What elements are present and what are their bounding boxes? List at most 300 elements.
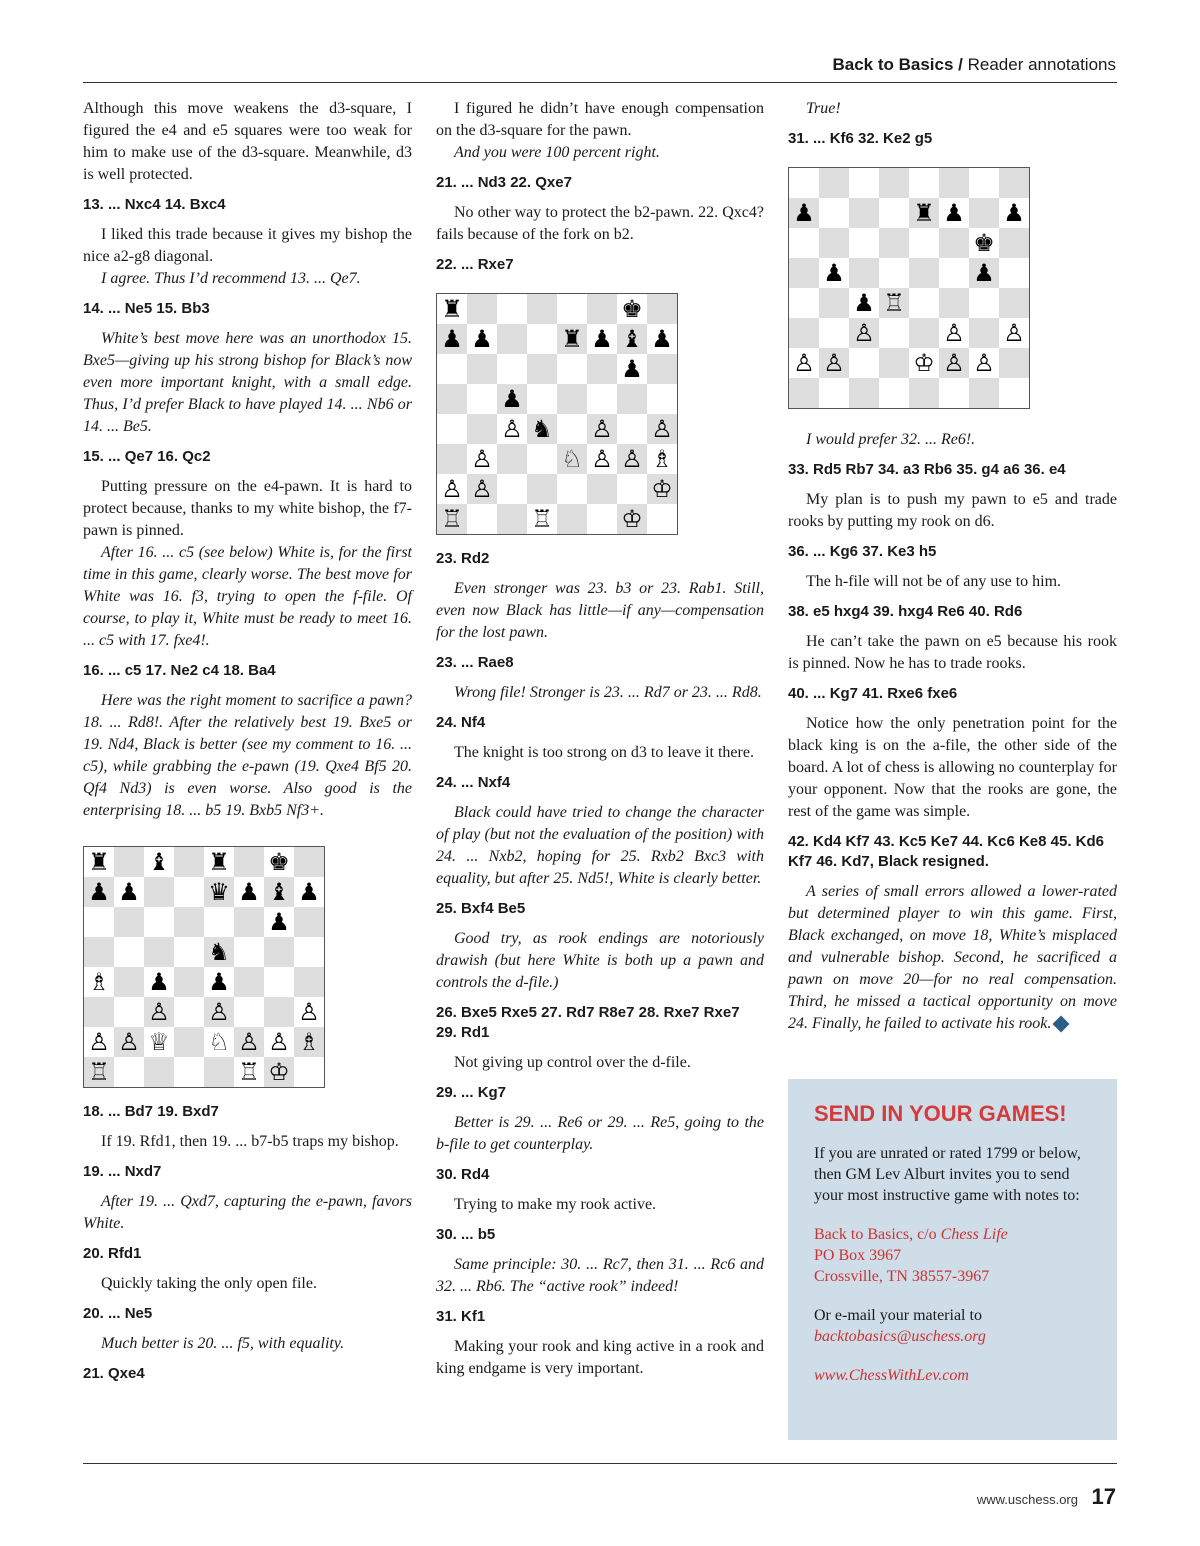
board-square	[174, 877, 204, 907]
white-pawn-icon: ♙	[208, 998, 230, 1026]
white-pawn-icon: ♙	[298, 998, 320, 1026]
white-bishop-icon: ♗	[88, 968, 110, 996]
board-square	[587, 504, 617, 534]
move-heading: 30. ... b5	[436, 1226, 496, 1243]
black-pawn-icon: ♟	[441, 325, 463, 353]
chess-diagram-1	[83, 846, 325, 1088]
board-square	[557, 504, 587, 534]
white-pawn-icon: ♙	[651, 415, 673, 443]
board-square	[849, 348, 879, 378]
running-header	[832, 55, 1116, 75]
board-square	[84, 1057, 114, 1087]
column-2	[436, 98, 764, 1380]
chess-diagram-2	[436, 293, 678, 535]
paragraph: Putting pressure on the e4-pawn. It is hard to protect because, thanks to my white bishop, the f7-pawn is pinned.	[83, 478, 412, 539]
board-square	[204, 847, 234, 877]
move-heading: 23. Rd2	[436, 550, 490, 567]
black-pawn-icon: ♟	[823, 259, 845, 287]
move-heading: 20. ... Ne5	[83, 1305, 153, 1322]
black-pawn-icon: ♟	[268, 908, 290, 936]
board-square	[527, 324, 557, 354]
board-square	[204, 1057, 234, 1087]
board-square	[587, 384, 617, 414]
black-rook-icon: ♜	[208, 848, 230, 876]
black-pawn-icon: ♟	[471, 325, 493, 353]
annotator-comment: Better is 29. ... Re6 or 29. ... Re5, going to the b-file to get counterplay.	[436, 1114, 764, 1153]
paragraph: Quickly taking the only open file.	[101, 1275, 317, 1292]
board-square	[557, 294, 587, 324]
board-square	[879, 378, 909, 408]
annotator-comment: I would prefer 32. ... Re6!.	[806, 431, 976, 448]
board-square	[969, 198, 999, 228]
board-square	[969, 288, 999, 318]
email-link[interactable]: backtobasics@uschess.org	[814, 1328, 986, 1345]
board-square	[294, 1057, 324, 1087]
board-square	[819, 378, 849, 408]
white-pawn-icon: ♙	[148, 998, 170, 1026]
board-square	[204, 907, 234, 937]
board-square	[527, 444, 557, 474]
move-heading: 25. Bxf4 Be5	[436, 900, 526, 917]
conclusion-text: A series of small errors allowed a lower-rated but determined player to win this game. First, Black exchanged, on move 18, White’s misplaced and vulnerable bishop. Second, he sacrificed a pawn on move 20—for no real compensation. Third, he missed a tactical opportunity on move 24. Finally, he failed to activate his rook.	[788, 883, 1117, 1032]
board-square	[789, 318, 819, 348]
board-square	[819, 318, 849, 348]
white-bishop-icon: ♗	[651, 445, 673, 473]
paragraph: If 19. Rfd1, then 19. ... b7-b5 traps my bishop.	[101, 1133, 399, 1150]
move-heading: 16. ... c5 17. Ne2 c4 18. Ba4	[83, 662, 276, 679]
white-pawn-icon: ♙	[268, 1028, 290, 1056]
board-square	[467, 384, 497, 414]
board-square	[264, 967, 294, 997]
bottom-rule	[83, 1463, 1117, 1464]
white-knight-icon: ♘	[561, 445, 583, 473]
move-heading: 38. e5 hxg4 39. hxg4 Re6 40. Rd6	[788, 603, 1023, 620]
white-king-icon: ♔	[621, 505, 643, 533]
website-block	[814, 1365, 1091, 1386]
white-rook-icon: ♖	[883, 289, 905, 317]
board-square	[437, 324, 467, 354]
white-pawn-icon: ♙	[793, 349, 815, 377]
board-square	[467, 444, 497, 474]
board-square	[497, 504, 527, 534]
annotator-comment: Wrong file! Stronger is 23. ... Rd7 or 23. ... Rd8.	[454, 684, 762, 701]
board-square	[789, 288, 819, 318]
board-square	[999, 228, 1029, 258]
board-square	[999, 288, 1029, 318]
black-pawn-icon: ♟	[238, 878, 260, 906]
board-square	[467, 294, 497, 324]
board-square	[527, 294, 557, 324]
board-square	[939, 288, 969, 318]
column-1	[83, 98, 412, 1393]
board-square	[969, 258, 999, 288]
board-square	[647, 504, 677, 534]
board-square	[909, 348, 939, 378]
board-square	[114, 847, 144, 877]
board-square	[999, 168, 1029, 198]
board-square	[467, 504, 497, 534]
board-square	[617, 384, 647, 414]
board-square	[174, 1057, 204, 1087]
board-square	[939, 318, 969, 348]
black-pawn-icon: ♟	[943, 199, 965, 227]
board-square	[617, 504, 647, 534]
move-heading: 19. ... Nxd7	[83, 1163, 162, 1180]
board-square	[617, 324, 647, 354]
annotator-comment: After 16. ... c5 (see below) White is, for the first time in this game, clearly worse. The best move for White was 16. f3, trying to open the f-file. Of course, to play it, White must be ready to meet 16. ... c5 with 17. fxe4!.	[83, 544, 412, 649]
paragraph: He can’t take the pawn on e5 because his rook is pinned. Now he has to trade rooks.	[788, 633, 1117, 672]
board-square	[467, 354, 497, 384]
black-pawn-icon: ♟	[88, 878, 110, 906]
board-square	[617, 474, 647, 504]
board-square	[819, 228, 849, 258]
board-square	[497, 324, 527, 354]
annotator-comment: Same principle: 30. ... Rc7, then 31. ... Rc6 and 32. ... Rb6. The “active rook” indeed!	[436, 1256, 764, 1295]
paragraph: The h-file will not be of any use to him.	[806, 573, 1062, 590]
board-square	[497, 444, 527, 474]
board-square	[939, 348, 969, 378]
board-square	[879, 318, 909, 348]
paragraph: The knight is too strong on d3 to leave it there.	[454, 744, 754, 761]
subsection-title: Reader annotations	[967, 55, 1116, 74]
board-square	[527, 504, 557, 534]
white-pawn-icon: ♙	[118, 1028, 140, 1056]
white-pawn-icon: ♙	[471, 475, 493, 503]
black-bishop-icon: ♝	[148, 848, 170, 876]
move-heading: 33. Rd5 Rb7 34. a3 Rb6 35. g4 a6 36. e4	[788, 461, 1066, 478]
black-bishop-icon: ♝	[621, 325, 643, 353]
black-pawn-icon: ♟	[208, 968, 230, 996]
white-pawn-icon: ♙	[823, 349, 845, 377]
board-square	[789, 198, 819, 228]
annotator-comment: Even stronger was 23. b3 or 23. Rab1. Still, even now Black has little—if any—compensation for the lost pawn.	[436, 580, 764, 641]
white-pawn-icon: ♙	[88, 1028, 110, 1056]
board-square	[849, 378, 879, 408]
board-square	[819, 198, 849, 228]
white-queen-icon: ♕	[148, 1028, 170, 1056]
white-pawn-icon: ♙	[471, 445, 493, 473]
black-knight-icon: ♞	[531, 415, 553, 443]
board-square	[617, 294, 647, 324]
board-square	[999, 348, 1029, 378]
board-square	[939, 198, 969, 228]
black-pawn-icon: ♟	[148, 968, 170, 996]
annotator-comment: Much better is 20. ... f5, with equality.	[101, 1335, 345, 1352]
board-square	[527, 354, 557, 384]
board-square	[84, 907, 114, 937]
board-square	[617, 444, 647, 474]
board-square	[294, 907, 324, 937]
board-square	[294, 937, 324, 967]
board-square	[264, 1027, 294, 1057]
white-pawn-icon: ♙	[501, 415, 523, 443]
address-line: Back to Basics, c/o	[814, 1226, 941, 1243]
board-square	[789, 378, 819, 408]
magazine-name: Chess Life	[940, 1226, 1008, 1243]
move-heading: 31. Kf1	[436, 1308, 486, 1325]
board-square	[264, 1057, 294, 1087]
board-square	[939, 258, 969, 288]
board-square	[174, 967, 204, 997]
footer-url: www.uschess.org	[976, 1492, 1078, 1507]
board-square	[527, 384, 557, 414]
board-square	[557, 324, 587, 354]
annotator-comment: True!	[806, 100, 841, 117]
board-square	[999, 378, 1029, 408]
white-pawn-icon: ♙	[1003, 319, 1025, 347]
annotator-comment: Here was the right moment to sacrifice a pawn? 18. ... Rd8!. After the relatively best 19. Bxe5 or 19. Nd4, Black is better (see my comment to 16. ... c5), while grabbing the e-pawn (19. Qxe4 Bf5 20. Qf4 Nd3) is even worse. Also good is the enterprising 18. ... b5 19. Bxb5 Nf3+.	[83, 692, 412, 819]
board-square	[647, 474, 677, 504]
black-knight-icon: ♞	[208, 938, 230, 966]
board-square	[204, 877, 234, 907]
board-square	[999, 258, 1029, 288]
board-square	[144, 967, 174, 997]
board-square	[497, 414, 527, 444]
board-square	[437, 474, 467, 504]
board-square	[527, 474, 557, 504]
board-square	[849, 198, 879, 228]
board-square	[647, 444, 677, 474]
address-line: PO Box 3967	[814, 1247, 902, 1264]
board-square	[557, 354, 587, 384]
board-square	[437, 504, 467, 534]
sidebar-text: If you are unrated or rated 1799 or below, then GM Lev Alburt invites you to send your most instructive game with notes to:	[814, 1145, 1081, 1204]
annotator-comment: White’s best move here was an unorthodox 15. Bxe5—giving up his strong bishop for Black’s now even more important knight, with a small edge. Thus, I’d prefer Black to have played 14. ... Nb6 or 14. ... Be5.	[83, 330, 412, 435]
board-square	[264, 997, 294, 1027]
board-square	[879, 228, 909, 258]
board-square	[789, 168, 819, 198]
board-square	[264, 907, 294, 937]
top-rule	[83, 82, 1117, 83]
black-pawn-icon: ♟	[1003, 199, 1025, 227]
white-pawn-icon: ♙	[853, 319, 875, 347]
paragraph: My plan is to push my pawn to e5 and trade rooks by putting my rook on d6.	[788, 491, 1117, 530]
board-square	[819, 258, 849, 288]
paragraph: Although this move weakens the d3-square, I figured the e4 and e5 squares were too weak for him to make use of the d3-square. Meanwhile, d3 is well protected.	[83, 100, 412, 183]
black-bishop-icon: ♝	[268, 878, 290, 906]
black-rook-icon: ♜	[561, 325, 583, 353]
board-square	[144, 1057, 174, 1087]
board-square	[587, 444, 617, 474]
board-square	[879, 198, 909, 228]
annotator-comment: Good try, as rook endings are notoriously drawish (but here White is both up a pawn and controls the d-file.)	[436, 930, 764, 991]
white-bishop-icon: ♗	[298, 1028, 320, 1056]
annotator-comment	[788, 881, 1117, 1035]
board-square	[999, 198, 1029, 228]
white-rook-icon: ♖	[441, 505, 463, 533]
white-pawn-icon: ♙	[943, 349, 965, 377]
board-square	[234, 1057, 264, 1087]
website-link[interactable]: www.ChessWithLev.com	[814, 1367, 969, 1384]
board-square	[264, 937, 294, 967]
board-square	[909, 198, 939, 228]
board-square	[437, 354, 467, 384]
board-square	[174, 907, 204, 937]
white-pawn-icon: ♙	[591, 415, 613, 443]
board-square	[144, 937, 174, 967]
board-square	[849, 168, 879, 198]
board-square	[617, 354, 647, 384]
move-heading: 40. ... Kg7 41. Rxe6 fxe6	[788, 685, 958, 702]
board-square	[114, 1027, 144, 1057]
board-square	[819, 168, 849, 198]
section-title: Back to Basics	[832, 55, 954, 74]
board-square	[909, 318, 939, 348]
board-square	[557, 444, 587, 474]
board-square	[497, 354, 527, 384]
move-heading: 22. ... Rxe7	[436, 256, 514, 273]
annotator-comment: And you were 100 percent right.	[454, 144, 660, 161]
white-pawn-icon: ♙	[238, 1028, 260, 1056]
board-square	[969, 168, 999, 198]
board-square	[587, 414, 617, 444]
move-heading: 18. ... Bd7 19. Bxd7	[83, 1103, 219, 1120]
board-square	[84, 997, 114, 1027]
move-heading: 42. Kd4 Kf7 43. Kc5 Ke7 44. Kc6 Ke8 45. Kd6 Kf7 46. Kd7, Black resigned.	[788, 833, 1104, 870]
board-square	[789, 258, 819, 288]
board-square	[879, 288, 909, 318]
annotator-comment: I agree. Thus I’d recommend 13. ... Qe7.	[101, 270, 361, 287]
end-of-article-icon	[1053, 1016, 1070, 1033]
board-square	[849, 228, 879, 258]
board-square	[497, 294, 527, 324]
black-pawn-icon: ♟	[973, 259, 995, 287]
board-square	[969, 318, 999, 348]
board-square	[587, 294, 617, 324]
board-square	[144, 907, 174, 937]
board-square	[467, 324, 497, 354]
move-heading: 30. Rd4	[436, 1166, 490, 1183]
black-pawn-icon: ♟	[501, 385, 523, 413]
move-heading: 13. ... Nxc4 14. Bxc4	[83, 196, 226, 213]
board-square	[909, 258, 939, 288]
board-square	[174, 847, 204, 877]
white-pawn-icon: ♙	[973, 349, 995, 377]
move-heading: 21. ... Nd3 22. Qxe7	[436, 174, 572, 191]
board-square	[204, 997, 234, 1027]
board-square	[437, 444, 467, 474]
board-square	[264, 847, 294, 877]
email-block	[814, 1305, 1091, 1347]
board-square	[294, 1027, 324, 1057]
move-heading: 21. Qxe4	[83, 1365, 145, 1382]
board-square	[879, 348, 909, 378]
board-square	[557, 384, 587, 414]
board-square	[144, 1027, 174, 1057]
white-rook-icon: ♖	[88, 1058, 110, 1086]
board-square	[909, 288, 939, 318]
address-line: Crossville, TN 38557-3967	[814, 1268, 990, 1285]
board-square	[969, 228, 999, 258]
board-square	[204, 937, 234, 967]
board-square	[294, 997, 324, 1027]
board-square	[437, 294, 467, 324]
board-square	[84, 877, 114, 907]
board-square	[647, 294, 677, 324]
paragraph: Making your rook and king active in a rook and king endgame is very important.	[436, 1338, 764, 1377]
annotator-comment: After 19. ... Qxd7, capturing the e-pawn, favors White.	[83, 1193, 412, 1232]
board-square	[84, 937, 114, 967]
board-square	[84, 847, 114, 877]
board-square	[437, 414, 467, 444]
board-square	[587, 324, 617, 354]
board-square	[467, 414, 497, 444]
board-square	[557, 474, 587, 504]
board-square	[234, 847, 264, 877]
board-square	[114, 1057, 144, 1087]
board-square	[647, 414, 677, 444]
board-square	[879, 168, 909, 198]
board-square	[909, 378, 939, 408]
move-heading: 24. Nf4	[436, 714, 486, 731]
board-square	[204, 1027, 234, 1057]
white-king-icon: ♔	[913, 349, 935, 377]
paragraph: Not giving up control over the d-file.	[454, 1054, 691, 1071]
black-rook-icon: ♜	[913, 199, 935, 227]
annotator-comment: Black could have tried to change the character of play (but not the evaluation of the position) with 24. ... Nxb2, hoping for 25. Rxb2 Bxc3 with equality, but after 25. Nd5!, White is clearly better.	[436, 804, 764, 887]
board-square	[144, 877, 174, 907]
board-square	[879, 258, 909, 288]
move-heading: 14. ... Ne5 15. Bb3	[83, 300, 210, 317]
board-square	[174, 937, 204, 967]
board-square	[587, 474, 617, 504]
board-square	[819, 348, 849, 378]
board-square	[939, 378, 969, 408]
black-king-icon: ♚	[973, 229, 995, 257]
board-square	[144, 847, 174, 877]
board-square	[467, 474, 497, 504]
white-king-icon: ♔	[268, 1058, 290, 1086]
paragraph: No other way to protect the b2-pawn. 22. Qxc4? fails because of the fork on b2.	[436, 204, 764, 243]
board-square	[84, 1027, 114, 1057]
board-square	[204, 967, 234, 997]
board-square	[497, 384, 527, 414]
white-rook-icon: ♖	[238, 1058, 260, 1086]
white-pawn-icon: ♙	[441, 475, 463, 503]
black-rook-icon: ♜	[441, 295, 463, 323]
board-square	[294, 847, 324, 877]
page-number: 17	[1091, 1484, 1116, 1509]
move-heading: 15. ... Qe7 16. Qc2	[83, 448, 211, 465]
board-square	[234, 937, 264, 967]
move-heading: 31. ... Kf6 32. Ke2 g5	[788, 130, 933, 147]
white-pawn-icon: ♙	[591, 445, 613, 473]
board-square	[939, 168, 969, 198]
board-square	[909, 168, 939, 198]
move-heading: 36. ... Kg6 37. Ke3 h5	[788, 543, 937, 560]
header-separator: /	[953, 55, 968, 74]
board-square	[114, 907, 144, 937]
paragraph: Notice how the only penetration point for the black king is on the a-file, the other side of the board. A lot of chess is allowing no counterplay for your opponent. Now that the rooks are gone, the rest of the game was simple.	[788, 715, 1117, 820]
column-3	[788, 98, 1117, 1035]
board-square	[234, 907, 264, 937]
black-pawn-icon: ♟	[118, 878, 140, 906]
board-square	[819, 288, 849, 318]
white-rook-icon: ♖	[531, 505, 553, 533]
board-square	[647, 354, 677, 384]
move-heading: 20. Rfd1	[83, 1245, 142, 1262]
board-square	[437, 384, 467, 414]
board-square	[969, 348, 999, 378]
board-square	[294, 877, 324, 907]
sidebar-title: SEND IN YOUR GAMES!	[814, 1101, 1067, 1126]
board-square	[294, 967, 324, 997]
board-square	[114, 937, 144, 967]
black-queen-icon: ♛	[208, 878, 230, 906]
black-pawn-icon: ♟	[651, 325, 673, 353]
black-king-icon: ♚	[268, 848, 290, 876]
board-square	[969, 378, 999, 408]
